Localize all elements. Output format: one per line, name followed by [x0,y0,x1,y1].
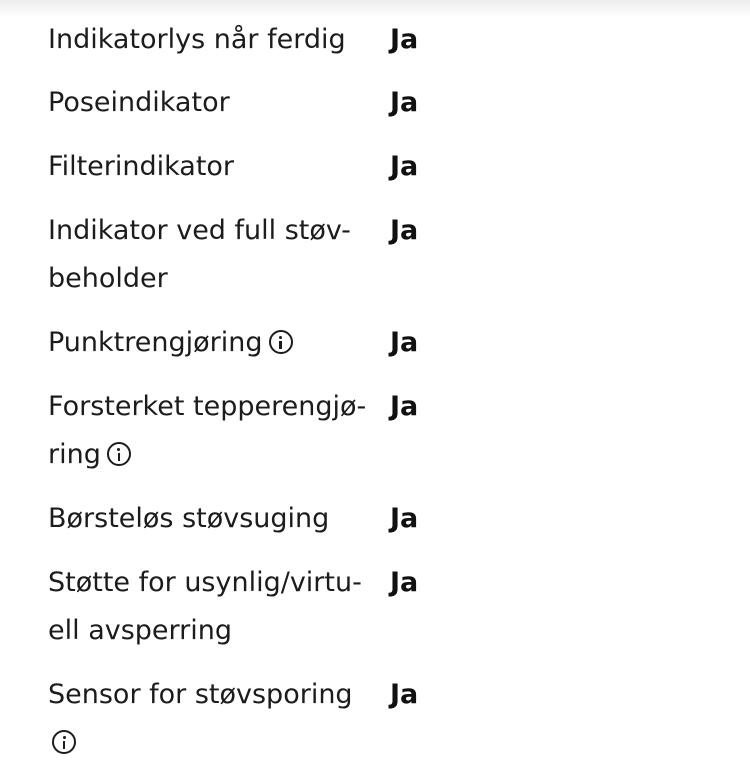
spec-label-text: Indikatorlys når ferdig [48,24,346,55]
spec-label-line: Sensor for støvsporing [48,679,353,710]
spec-value: Ja [390,87,419,118]
spec-label-line: Indikator ved full støv- [48,215,351,246]
spec-label-line: Forsterket tepperengjø- [48,391,367,422]
spec-label [48,143,390,191]
spec-value: Ja [390,24,419,55]
spec-row [48,319,418,367]
spec-value: Ja [390,567,419,598]
spec-value: Ja [390,151,419,182]
spec-label [48,559,390,655]
spec-value: Ja [390,679,419,710]
spec-value: Ja [390,391,419,422]
info-circle-icon[interactable] [269,330,293,354]
spec-label-text: ring [48,439,101,470]
spec-label [48,495,390,543]
spec-label-text: Punktrengjøring [48,327,263,358]
spec-row [48,495,418,543]
spec-row [48,671,418,767]
spec-value: Ja [390,327,419,358]
spec-row [48,16,418,64]
spec-label-line: Støtte for usynlig/virtu- [48,567,362,598]
spec-row [48,383,418,479]
spec-row [48,207,418,303]
spec-label-line: ell avsperring [48,615,233,646]
spec-value: Ja [390,503,419,534]
spec-label [48,319,390,367]
spec-label-text: Børsteløs støvsuging [48,503,330,534]
spec-label [48,383,390,479]
info-circle-icon[interactable] [107,442,131,466]
spec-label-line: beholder [48,263,168,294]
spec-label [48,16,390,64]
info-circle-icon[interactable] [52,730,76,754]
spec-label [48,79,390,127]
spec-label-line [48,719,390,767]
spec-value: Ja [390,215,419,246]
spec-row [48,79,418,127]
spec-label-text: Poseindikator [48,87,230,118]
spec-label-line [48,431,390,479]
spec-label-text: Filterindikator [48,151,235,182]
spec-label [48,671,390,767]
spec-label [48,207,390,303]
spec-row [48,559,418,655]
spec-row [48,143,418,191]
